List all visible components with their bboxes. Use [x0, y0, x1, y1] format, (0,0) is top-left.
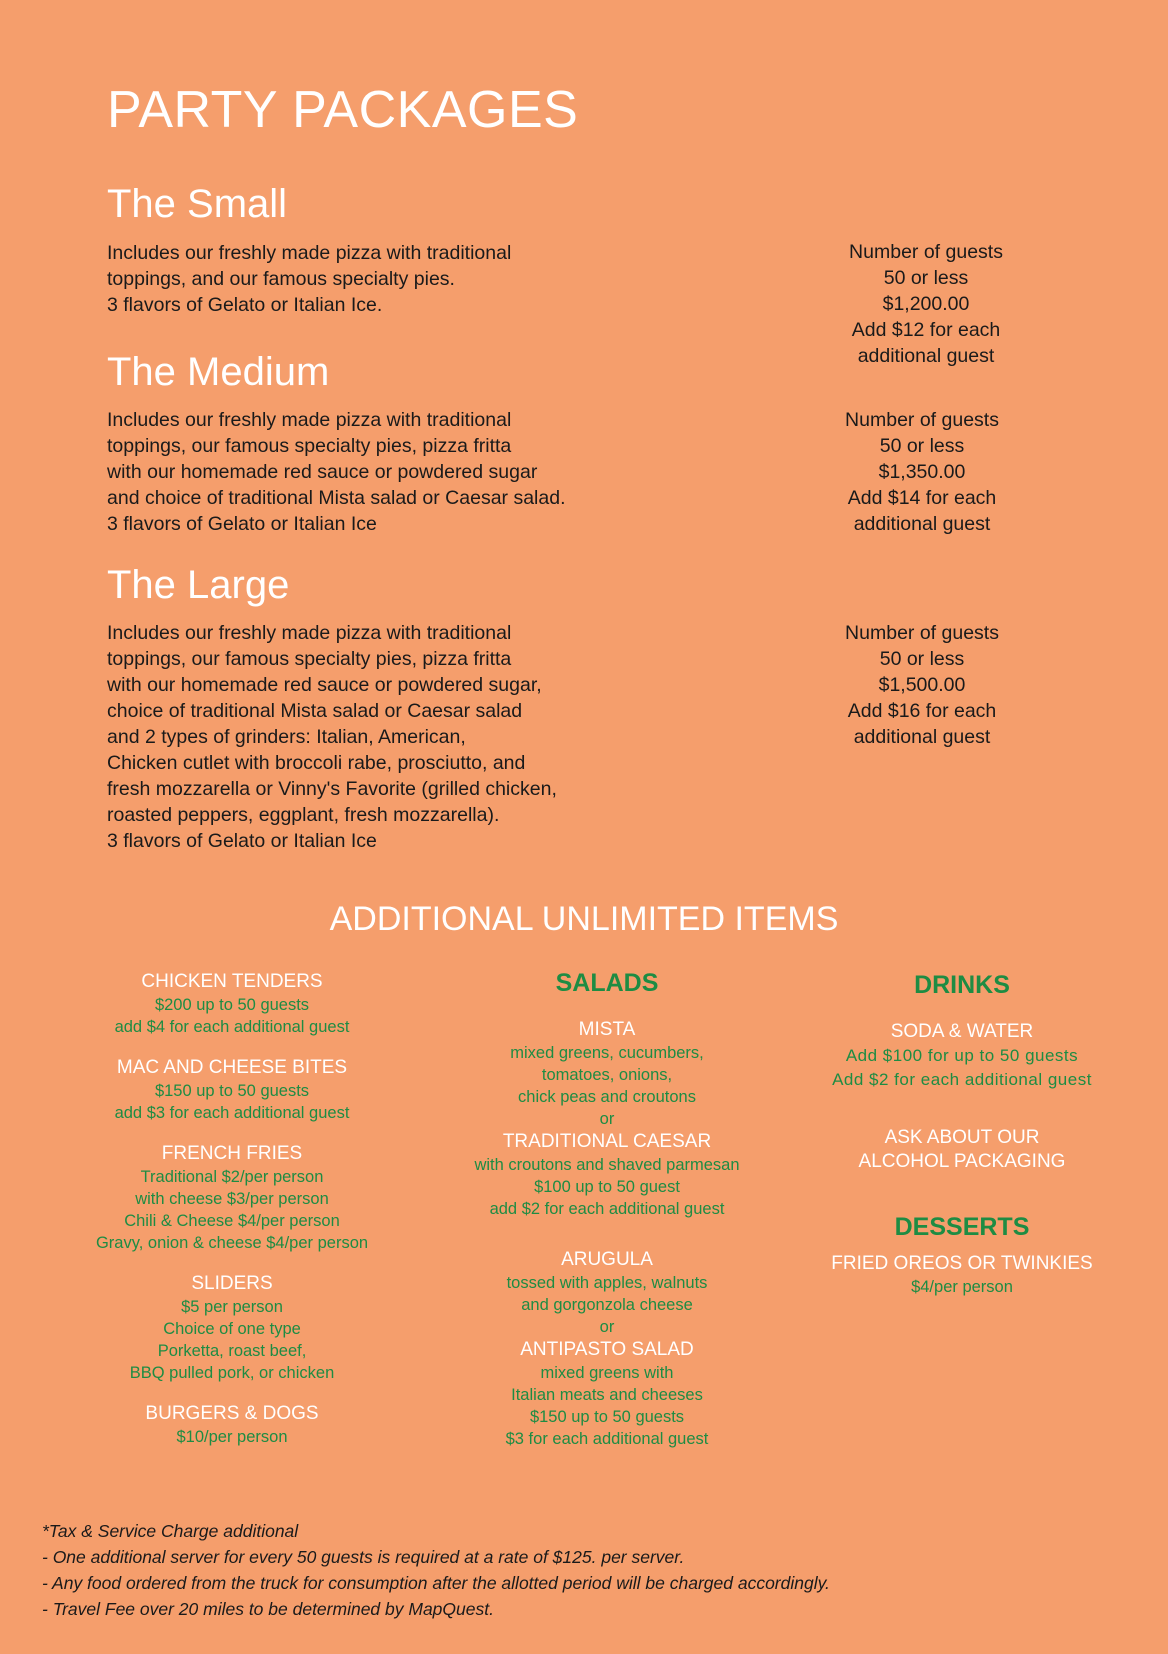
salads-column — [407, 968, 807, 1468]
item-line: $100 up to 50 guest — [534, 1178, 680, 1196]
pricing-line: 50 or less — [879, 648, 965, 670]
description-line: Includes our freshly made pizza with traditional — [107, 242, 512, 264]
item-name: SLIDERS — [191, 1273, 273, 1294]
description-line: choice of traditional Mista salad or Caesar salad — [107, 700, 523, 722]
item-line: chick peas and croutons — [518, 1088, 696, 1106]
description-line: toppings, and our famous specialty pies. — [107, 268, 455, 290]
pricing-line: 50 or less — [883, 267, 969, 289]
menu-item-sliders — [32, 1272, 432, 1384]
description-line: toppings, our famous specialty pies, pizza fritta — [107, 648, 512, 670]
pricing-line: Number of guests — [845, 622, 999, 644]
package-pricing-medium — [772, 407, 1072, 537]
menu-item-chicken-tenders — [32, 970, 432, 1038]
item-name: FRIED OREOS OR TWINKIES — [831, 1253, 1093, 1274]
footnote-line: - One additional server for every 50 guests is required at a rate of $125. per server. — [42, 1547, 685, 1567]
pricing-line: $1,350.00 — [878, 461, 966, 483]
page-title: PARTY PACKAGES — [107, 81, 579, 139]
item-line: mixed greens with — [540, 1364, 674, 1382]
item-name: CHICKEN TENDERS — [141, 971, 323, 992]
item-line: and gorgonzola cheese — [521, 1296, 693, 1314]
package-title-small: The Small — [107, 182, 288, 226]
menu-item-burgers-and-dogs — [32, 1402, 432, 1448]
pricing-line: Add $12 for each — [851, 319, 1001, 341]
item-name: FRENCH FRIES — [161, 1143, 303, 1164]
description-line: with our homemade red sauce or powdered sugar, — [107, 674, 542, 696]
package-pricing-large — [772, 620, 1072, 750]
description-line: roasted peppers, eggplant, fresh mozzarella). — [107, 804, 500, 826]
description-line: toppings, our famous specialty pies, pizza fritta — [107, 435, 512, 457]
salad-block-mista-caesar — [407, 1018, 807, 1220]
package-description-large — [107, 620, 727, 854]
pricing-line: Number of guests — [845, 409, 999, 431]
pricing-line: $1,500.00 — [878, 674, 966, 696]
footnotes — [42, 1518, 830, 1622]
description-line: fresh mozzarella or Vinny's Favorite (grilled chicken, — [107, 778, 557, 800]
item-name: ANTIPASTO SALAD — [520, 1339, 694, 1360]
item-line: Italian meats and cheeses — [511, 1386, 703, 1404]
item-line: $150 up to 50 guests — [154, 1082, 310, 1100]
item-line: Choice of one type — [163, 1320, 301, 1338]
item-line: Traditional $2/per person — [140, 1168, 324, 1186]
item-line: Gravy, onion & cheese $4/per person — [95, 1234, 369, 1252]
description-line: Includes our freshly made pizza with traditional — [107, 622, 512, 644]
item-line: $200 up to 50 guests — [154, 996, 310, 1014]
alcohol-packaging-note — [762, 1126, 1162, 1174]
pricing-line: Number of guests — [849, 241, 1003, 263]
item-name: SODA & WATER — [890, 1021, 1034, 1042]
item-name: MAC AND CHEESE BITES — [116, 1057, 348, 1078]
item-name: BURGERS & DOGS — [145, 1403, 319, 1424]
item-line: Chili & Cheese $4/per person — [124, 1212, 340, 1230]
menu-item-french-fries — [32, 1142, 432, 1254]
item-line: with croutons and shaved parmesan — [474, 1156, 740, 1174]
menu-item-soda-and-water — [762, 1020, 1162, 1092]
pricing-line: additional guest — [853, 513, 991, 535]
item-line: add $3 for each additional guest — [114, 1104, 350, 1122]
description-line: 3 flavors of Gelato or Italian Ice. — [107, 294, 383, 316]
or-separator: or — [599, 1110, 615, 1128]
menu-item-fried-oreos — [762, 1252, 1162, 1298]
description-line: 3 flavors of Gelato or Italian Ice — [107, 513, 377, 535]
item-line: Add $100 for up to 50 guests — [845, 1046, 1079, 1065]
item-line: $150 up to 50 guests — [529, 1408, 685, 1426]
alcohol-line: ASK ABOUT OUR — [884, 1127, 1040, 1148]
description-line: 3 flavors of Gelato or Italian Ice — [107, 830, 377, 852]
item-line: $4/per person — [911, 1278, 1013, 1296]
salad-block-arugula-antipasto — [407, 1248, 807, 1450]
description-line: and choice of traditional Mista salad or Caesar salad. — [107, 487, 566, 509]
desserts-heading: DESSERTS — [894, 1213, 1030, 1241]
description-line: and 2 types of grinders: Italian, American, — [107, 726, 466, 748]
item-name: ARUGULA — [561, 1249, 653, 1270]
salads-heading: SALADS — [555, 969, 659, 997]
footnote-line: - Travel Fee over 20 miles to be determined by MapQuest. — [42, 1599, 494, 1619]
package-pricing-small — [776, 239, 1076, 369]
item-line: $10/per person — [176, 1428, 288, 1446]
item-line: with cheese $3/per person — [135, 1190, 329, 1208]
additional-items-title: ADDITIONAL UNLIMITED ITEMS — [329, 900, 839, 938]
additional-items-left-column — [32, 970, 432, 1466]
item-name: TRADITIONAL CAESAR — [502, 1131, 712, 1152]
item-line: mixed greens, cucumbers, — [510, 1044, 704, 1062]
pricing-line: Add $16 for each — [847, 700, 997, 722]
item-line: Porketta, roast beef, — [157, 1342, 307, 1360]
drinks-desserts-column — [762, 970, 1162, 1316]
footnote-line: - Any food ordered from the truck for consumption after the allotted period will be charged accordingly. — [42, 1573, 830, 1593]
item-line: Add $2 for each additional guest — [832, 1070, 1092, 1089]
package-title-large: The Large — [107, 563, 290, 607]
package-description-small — [107, 240, 727, 318]
or-separator: or — [599, 1318, 615, 1336]
description-line: with our homemade red sauce or powdered sugar — [107, 461, 538, 483]
item-line: $5 per person — [181, 1298, 283, 1316]
menu-item-mac-and-cheese-bites — [32, 1056, 432, 1124]
pricing-line: $1,200.00 — [882, 293, 970, 315]
item-line: tomatoes, onions, — [541, 1066, 673, 1084]
drinks-heading: DRINKS — [914, 971, 1010, 999]
package-title-medium: The Medium — [107, 350, 330, 394]
alcohol-line: ALCOHOL PACKAGING — [858, 1151, 1066, 1172]
description-line: Includes our freshly made pizza with traditional — [107, 409, 512, 431]
item-name: MISTA — [578, 1019, 636, 1040]
pricing-line: 50 or less — [879, 435, 965, 457]
pricing-line: Add $14 for each — [847, 487, 997, 509]
description-line: Chicken cutlet with broccoli rabe, prosciutto, and — [107, 752, 526, 774]
item-line: tossed with apples, walnuts — [506, 1274, 708, 1292]
pricing-line: additional guest — [857, 345, 995, 367]
footnote-line: *Tax & Service Charge additional — [42, 1521, 299, 1541]
item-line: add $4 for each additional guest — [114, 1018, 350, 1036]
item-line: add $2 for each additional guest — [489, 1200, 725, 1218]
item-line: $3 for each additional guest — [505, 1430, 709, 1448]
item-line: BBQ pulled pork, or chicken — [129, 1364, 335, 1382]
package-description-medium — [107, 407, 727, 537]
pricing-line: additional guest — [853, 726, 991, 748]
